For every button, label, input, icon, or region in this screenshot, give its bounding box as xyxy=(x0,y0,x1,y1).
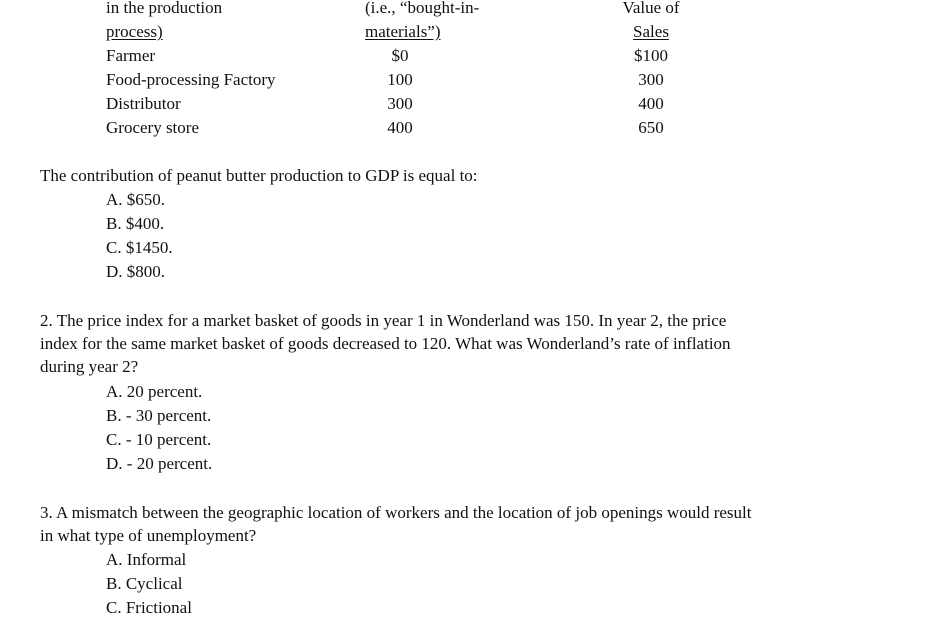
q2-option-d: D. - 20 percent. xyxy=(106,454,213,473)
row-value: $100 xyxy=(634,46,668,65)
row-value: 300 xyxy=(638,70,664,89)
row-cost: 100 xyxy=(387,70,413,89)
row-cost: 300 xyxy=(387,94,413,113)
q1-option-d: D. $800. xyxy=(106,262,166,281)
stage-header-line2: process) xyxy=(106,22,163,41)
q3-option-c: C. Frictional xyxy=(106,598,192,617)
q2-option-b: B. - 30 percent. xyxy=(106,406,212,425)
cost-header-line1: (i.e., “bought-in- xyxy=(365,0,480,17)
cost-header-line2: materials”) xyxy=(365,22,441,41)
q2-stem-line1: 2. The price index for a market basket of goods in year 1 in Wonderland was 150. In year 2, the price xyxy=(40,311,727,330)
q3-option-a: A. Informal xyxy=(106,550,187,569)
q3-stem-line1: 3. A mismatch between the geographic location of workers and the location of job openings would result xyxy=(40,503,752,522)
q1-stem: The contribution of peanut butter production to GDP is equal to: xyxy=(40,166,478,185)
q1-option-c: C. $1450. xyxy=(106,238,173,257)
q1-option-b: B. $400. xyxy=(106,214,165,233)
value-header-line1: Value of xyxy=(622,0,680,17)
row-value: 650 xyxy=(638,118,664,137)
q2-option-a: A. 20 percent. xyxy=(106,382,203,401)
q1-option-a: A. $650. xyxy=(106,190,166,209)
q3-option-b: B. Cyclical xyxy=(106,574,183,593)
row-stage: Farmer xyxy=(106,46,156,65)
row-stage: Grocery store xyxy=(106,118,199,137)
q3-stem-line2: in what type of unemployment? xyxy=(40,526,257,545)
row-stage: Food-processing Factory xyxy=(106,70,276,89)
row-stage: Distributor xyxy=(106,94,181,113)
value-header-line2: Sales xyxy=(633,22,669,41)
q2-stem-line2: index for the same market basket of goods decreased to 120. What was Wonderland’s rate of inflation xyxy=(40,334,731,353)
row-cost: $0 xyxy=(391,46,409,65)
row-value: 400 xyxy=(638,94,664,113)
q2-stem-line3: during year 2? xyxy=(40,357,139,376)
row-cost: 400 xyxy=(387,118,413,137)
stage-header-line1: in the production xyxy=(106,0,223,17)
q2-option-c: C. - 10 percent. xyxy=(106,430,212,449)
